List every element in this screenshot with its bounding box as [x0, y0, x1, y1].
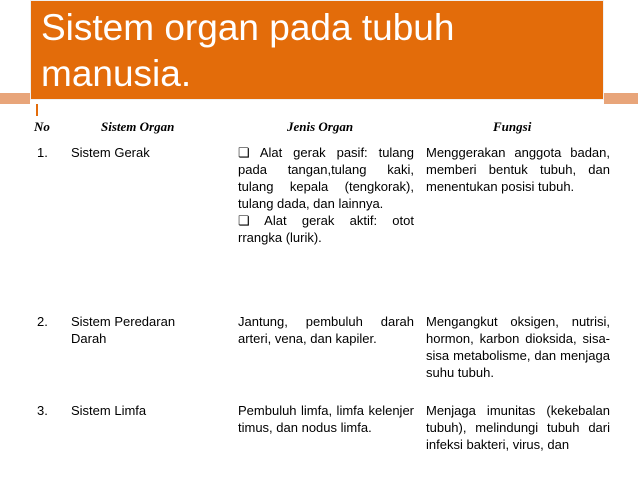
sistem-organ-cell: Sistem Peredaran Darah	[71, 314, 176, 346]
header-sistem-organ: Sistem Organ	[101, 119, 175, 134]
sistem-organ-cell: Sistem Gerak	[71, 145, 150, 160]
header-fungsi: Fungsi	[493, 119, 532, 134]
header-jenis-organ: Jenis Organ	[287, 119, 354, 134]
jenis-organ-cell	[238, 144, 414, 246]
jenis-organ-item: ❏ Alat gerak pasif: tulang pada tangan,tulang kaki, tulang kepala (tengkorak), tulang dada, dan lainnya.	[238, 145, 414, 211]
slide-title: Sistem organ pada tubuh manusia.	[41, 7, 455, 94]
row-number: 2.	[37, 314, 48, 329]
accent-bar-right	[604, 93, 638, 104]
sistem-organ-cell: Sistem Limfa	[71, 403, 147, 418]
header-no: No	[34, 119, 50, 134]
jenis-organ-item: ❏ Alat gerak aktif: otot rrangka (lurik).	[238, 213, 414, 245]
row-number: 3.	[37, 403, 48, 418]
jenis-organ-cell: Pembuluh limfa, limfa kelenjer timus, dan nodus limfa.	[238, 403, 414, 435]
fungsi-cell: Mengangkut oksigen, nutrisi, hormon, karbon dioksida, sisa-sisa metabolisme, dan menjaga suhu tubuh.	[426, 314, 610, 380]
fungsi-cell: Menggerakan anggota badan, memberi bentuk tubuh, dan menentukan posisi tubuh.	[426, 145, 610, 194]
slide-title-box	[30, 0, 604, 100]
accent-line	[36, 104, 38, 116]
jenis-organ-cell: Jantung, pembuluh darah arteri, vena, dan kapiler.	[238, 314, 414, 346]
row-number: 1.	[37, 145, 48, 160]
fungsi-cell: Menjaga imunitas (kekebalan tubuh), melindungi tubuh dari infeksi bakteri, virus, dan	[426, 403, 610, 452]
accent-bar-left	[0, 93, 30, 104]
